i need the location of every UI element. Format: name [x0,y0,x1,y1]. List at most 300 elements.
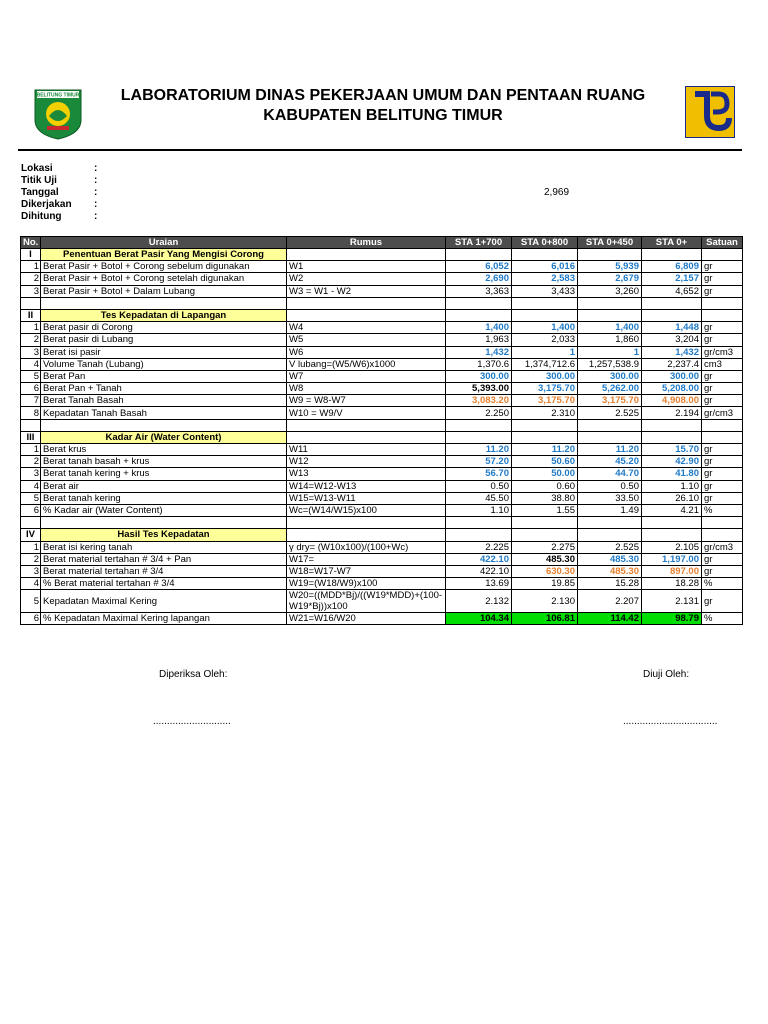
table-row [21,590,743,613]
spacer-cell [446,419,512,431]
row-formula: W18=W17-W7 [287,565,446,577]
empty-cell [702,309,743,321]
row-unit: gr/cm3 [702,407,743,419]
row-value: 19.85 [512,578,578,590]
row-value: 15.70 [642,444,702,456]
row-value: 11.20 [512,444,578,456]
spacer-cell [512,517,578,529]
row-value: 1.55 [512,504,578,516]
table-row [21,383,743,395]
empty-cell [642,309,702,321]
row-number: 2 [21,273,41,285]
row-value: 2,690 [446,273,512,285]
row-value: 18.28 [642,578,702,590]
row-value: 485.30 [578,565,642,577]
row-value: 2,583 [512,273,578,285]
row-unit: gr [702,383,743,395]
row-value: 56.70 [446,468,512,480]
column-header: No. [21,237,41,249]
row-number: 7 [21,395,41,407]
row-value: 5,393.00 [446,383,512,395]
row-value: 4.21 [642,504,702,516]
page-title-line1: LABORATORIUM DINAS PEKERJAAN UMUM DAN PENTAAN RUANG [120,87,646,104]
empty-cell [446,431,512,443]
row-value: 11.20 [578,444,642,456]
row-number: 5 [21,590,41,613]
row-formula: W5 [287,334,446,346]
checked-by-label: Diperiksa Oleh: [159,669,228,680]
table-row [21,578,743,590]
row-value: 2.131 [642,590,702,613]
row-formula: V lubang=(W5/W6)x1000 [287,358,446,370]
row-number: 2 [21,456,41,468]
row-value: 3,175.70 [512,395,578,407]
spacer-row [21,419,743,431]
row-value: 6,052 [446,261,512,273]
checked-by-signature-line: ............................ [153,716,231,727]
row-value: 1,400 [446,322,512,334]
row-number: 2 [21,334,41,346]
row-number: 5 [21,492,41,504]
meta-colon: : [94,199,98,210]
spacer-cell [642,419,702,431]
spacer-cell [578,297,642,309]
row-value: 1,400 [578,322,642,334]
empty-cell [512,309,578,321]
spacer-cell [21,419,41,431]
row-value: 1 [512,346,578,358]
row-formula: W20=((MDD*Bj)/((W19*MDD)+(100-W19*Bj))x100 [287,590,446,613]
row-description: Berat Tanah Basah [41,395,287,407]
row-number: 6 [21,383,41,395]
spacer-cell [446,517,512,529]
row-value: 485.30 [512,553,578,565]
row-unit: gr [702,492,743,504]
row-description: Berat air [41,480,287,492]
table-row [21,565,743,577]
row-formula: W7 [287,370,446,382]
spacer-cell [512,419,578,431]
spacer-cell [512,297,578,309]
spacer-cell [41,517,287,529]
row-value: 1,432 [642,346,702,358]
empty-cell [287,431,446,443]
row-value: 422.10 [446,565,512,577]
row-description: Berat Pasir + Botol + Corong sebelum digunakan [41,261,287,273]
row-unit: gr [702,285,743,297]
row-unit: % [702,578,743,590]
table-row [21,358,743,370]
row-value: 1,197.00 [642,553,702,565]
row-value: 57.20 [446,456,512,468]
meta-row [21,163,621,175]
row-value: 2.207 [578,590,642,613]
table-row [21,322,743,334]
section-number: II [21,309,41,321]
row-formula: W14=W12-W13 [287,480,446,492]
row-value: 5,208.00 [642,383,702,395]
row-formula: W9 = W8-W7 [287,395,446,407]
row-unit: cm3 [702,358,743,370]
row-value: 15.28 [578,578,642,590]
row-value: 0.60 [512,480,578,492]
row-number: 4 [21,480,41,492]
row-value: 45.50 [446,492,512,504]
row-value: 11.20 [446,444,512,456]
row-description: Berat tanah kering [41,492,287,504]
empty-cell [702,529,743,541]
table-row [21,468,743,480]
meta-colon: : [94,211,98,222]
row-number: 3 [21,565,41,577]
row-value: 2.194 [642,407,702,419]
header-divider [18,149,742,151]
row-unit: % [702,613,743,625]
row-value: 1,860 [578,334,642,346]
spacer-cell [41,419,287,431]
table-row [21,407,743,419]
empty-cell [702,249,743,261]
row-description: Berat tanah kering + krus [41,468,287,480]
row-formula: W15=W13-W11 [287,492,446,504]
row-value: 3,204 [642,334,702,346]
row-value: 45.20 [578,456,642,468]
section-number: I [21,249,41,261]
section-title: Hasil Tes Kepadatan [41,529,287,541]
spacer-row [21,297,743,309]
row-value: 3,175.70 [578,395,642,407]
row-value: 2.130 [512,590,578,613]
row-unit: gr [702,468,743,480]
row-unit: gr [702,444,743,456]
row-value: 897.00 [642,565,702,577]
tested-by-label: Diuji Oleh: [643,669,690,680]
row-value: 0.50 [578,480,642,492]
table-row [21,285,743,297]
row-number: 1 [21,444,41,456]
row-value: 2.132 [446,590,512,613]
empty-cell [287,309,446,321]
table-row [21,370,743,382]
row-value: 3,433 [512,285,578,297]
row-value: 2,033 [512,334,578,346]
spacer-cell [642,297,702,309]
row-value: 26.10 [642,492,702,504]
table-row [21,334,743,346]
row-value: 2,237.4 [642,358,702,370]
row-unit: gr [702,273,743,285]
row-value: 0.50 [446,480,512,492]
row-number: 1 [21,261,41,273]
row-value: 300.00 [642,370,702,382]
row-formula: Wc=(W14/W15)x100 [287,504,446,516]
spacer-cell [287,297,446,309]
row-formula: W21=W16/W20 [287,613,446,625]
section-row [21,431,743,443]
belitung-timur-emblem-icon [31,86,85,140]
row-value: 422.10 [446,553,512,565]
table-row [21,553,743,565]
row-description: Berat pasir di Lubang [41,334,287,346]
row-unit: gr [702,395,743,407]
row-unit: gr [702,261,743,273]
row-unit: gr [702,370,743,382]
empty-cell [578,431,642,443]
row-description: Berat material tertahan # 3/4 + Pan [41,553,287,565]
empty-cell [642,431,702,443]
table-row [21,541,743,553]
row-unit: gr [702,480,743,492]
row-value: 2.275 [512,541,578,553]
empty-cell [287,249,446,261]
pupr-logo-icon [685,86,735,138]
row-description: Berat material tertahan # 3/4 [41,565,287,577]
spacer-row [21,517,743,529]
row-formula: W10 = W9/V [287,407,446,419]
row-value: 2,157 [642,273,702,285]
spacer-cell [21,297,41,309]
spacer-cell [702,297,743,309]
row-unit: % [702,504,743,516]
row-value: 2.525 [578,407,642,419]
row-value: 44.70 [578,468,642,480]
row-formula: W17= [287,553,446,565]
row-description: % Kadar air (Water Content) [41,504,287,516]
row-value: 1.10 [446,504,512,516]
meta-colon: : [94,163,98,174]
spacer-cell [287,419,446,431]
meta-colon: : [94,187,98,198]
row-description: Berat krus [41,444,287,456]
row-value: 2.105 [642,541,702,553]
empty-cell [702,431,743,443]
row-value: 2.250 [446,407,512,419]
page-title-line2: KABUPATEN BELITUNG TIMUR [263,107,503,124]
row-value: 106.81 [512,613,578,625]
row-formula: W11 [287,444,446,456]
row-value: 2.525 [578,541,642,553]
test-table [20,236,743,625]
row-value: 4,908.00 [642,395,702,407]
row-value: 50.60 [512,456,578,468]
table-row [21,261,743,273]
row-value: 42.90 [642,456,702,468]
row-value: 3,175.70 [512,383,578,395]
row-unit: gr [702,334,743,346]
column-header: Uraian [41,237,287,249]
meta-fields [21,163,621,223]
section-number: IV [21,529,41,541]
row-unit: gr [702,565,743,577]
row-number: 6 [21,613,41,625]
row-number: 1 [21,322,41,334]
tested-by-signature-line: .................................. [623,716,718,727]
row-formula: W1 [287,261,446,273]
empty-cell [512,529,578,541]
row-value: 3,260 [578,285,642,297]
empty-cell [578,529,642,541]
row-value: 630.30 [512,565,578,577]
table-row [21,444,743,456]
table-row [21,395,743,407]
meta-row [21,175,621,187]
empty-cell [446,309,512,321]
row-description: Kepadatan Maximal Kering [41,590,287,613]
row-value: 50.00 [512,468,578,480]
row-value: 5,262.00 [578,383,642,395]
empty-cell [512,249,578,261]
row-number: 2 [21,553,41,565]
empty-cell [446,529,512,541]
column-header: STA 1+700 [446,237,512,249]
row-value: 3,083.20 [446,395,512,407]
spacer-cell [578,419,642,431]
row-description: % Berat material tertahan # 3/4 [41,578,287,590]
meta-row [21,187,621,199]
row-value: 2.310 [512,407,578,419]
meta-label: Dihitung [21,211,62,222]
row-unit: gr/cm3 [702,541,743,553]
row-value: 41.80 [642,468,702,480]
table-row [21,613,743,625]
section-row [21,529,743,541]
column-header: Rumus [287,237,446,249]
spacer-cell [702,419,743,431]
row-formula: W3 = W1 - W2 [287,285,446,297]
meta-value: 2,969 [544,187,570,198]
meta-colon: : [94,175,98,186]
spacer-cell [578,517,642,529]
row-description: Berat isi kering tanah [41,541,287,553]
row-formula: W19=(W18/W9)x100 [287,578,446,590]
row-unit: gr [702,590,743,613]
row-value: 13.69 [446,578,512,590]
row-value: 104.34 [446,613,512,625]
column-header: Satuan [702,237,743,249]
row-value: 1,963 [446,334,512,346]
spacer-cell [642,517,702,529]
table-row [21,480,743,492]
column-header: STA 0+450 [578,237,642,249]
row-formula: W6 [287,346,446,358]
section-title: Penentuan Berat Pasir Yang Mengisi Corong [41,249,287,261]
row-value: 1 [578,346,642,358]
row-value: 6,809 [642,261,702,273]
emblem-text: BELITUNG TIMUR [36,92,80,99]
row-value: 33.50 [578,492,642,504]
spacer-cell [21,517,41,529]
row-number: 3 [21,346,41,358]
row-formula: W13 [287,468,446,480]
spacer-cell [702,517,743,529]
spacer-cell [41,297,287,309]
section-row [21,249,743,261]
row-number: 3 [21,285,41,297]
page-header [0,0,768,152]
row-unit: gr [702,553,743,565]
section-title: Kadar Air (Water Content) [41,431,287,443]
row-value: 6,016 [512,261,578,273]
row-value: 300.00 [446,370,512,382]
row-description: % Kepadatan Maximal Kering lapangan [41,613,287,625]
row-number: 8 [21,407,41,419]
empty-cell [446,249,512,261]
row-description: Berat isi pasir [41,346,287,358]
row-number: 4 [21,358,41,370]
meta-row [21,199,621,211]
row-description: Berat Pan [41,370,287,382]
row-value: 1,370.6 [446,358,512,370]
row-formula: W12 [287,456,446,468]
row-description: Kepadatan Tanah Basah [41,407,287,419]
row-description: Berat pasir di Corong [41,322,287,334]
row-formula: W8 [287,383,446,395]
row-formula: W4 [287,322,446,334]
row-unit: gr/cm3 [702,346,743,358]
row-number: 3 [21,468,41,480]
meta-label: Tanggal [21,187,59,198]
meta-label: Titik Uji [21,175,57,186]
row-description: Volume Tanah (Lubang) [41,358,287,370]
row-value: 1,374,712.6 [512,358,578,370]
row-formula: W2 [287,273,446,285]
row-value: 300.00 [512,370,578,382]
row-value: 1,257,538.9 [578,358,642,370]
row-value: 300.00 [578,370,642,382]
row-unit: gr [702,322,743,334]
row-description: Berat tanah basah + krus [41,456,287,468]
empty-cell [578,309,642,321]
row-value: 1.49 [578,504,642,516]
meta-label: Dikerjakan [21,199,72,210]
table-row [21,492,743,504]
row-value: 1,448 [642,322,702,334]
column-header: STA 0+ [642,237,702,249]
row-value: 1.10 [642,480,702,492]
meta-row [21,211,621,223]
table-header-row [21,237,743,249]
table-row [21,273,743,285]
spacer-cell [446,297,512,309]
row-unit: gr [702,456,743,468]
column-header: STA 0+800 [512,237,578,249]
row-number: 5 [21,370,41,382]
empty-cell [578,249,642,261]
empty-cell [287,529,446,541]
row-value: 485.30 [578,553,642,565]
empty-cell [512,431,578,443]
row-value: 2,679 [578,273,642,285]
section-number: III [21,431,41,443]
row-value: 4,652 [642,285,702,297]
row-number: 4 [21,578,41,590]
meta-label: Lokasi [21,163,53,174]
spacer-cell [287,517,446,529]
row-value: 2.225 [446,541,512,553]
row-value: 5,939 [578,261,642,273]
table-row [21,504,743,516]
row-description: Berat Pan + Tanah [41,383,287,395]
row-formula: γ dry= (W10x100)/(100+Wc) [287,541,446,553]
row-number: 1 [21,541,41,553]
empty-cell [642,249,702,261]
row-value: 1,432 [446,346,512,358]
row-number: 6 [21,504,41,516]
row-value: 38.80 [512,492,578,504]
row-value: 3,363 [446,285,512,297]
row-value: 114.42 [578,613,642,625]
table-row [21,456,743,468]
